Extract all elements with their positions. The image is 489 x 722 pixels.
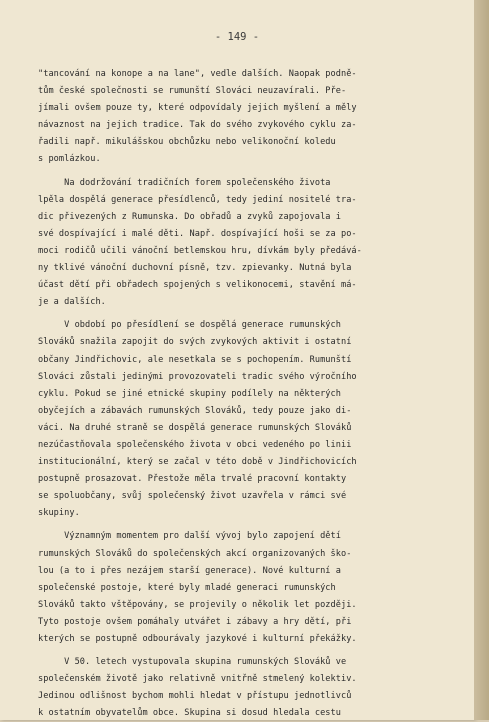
text-line: lou (a to i přes nezájem starší generace). Nové kulturní a — [38, 565, 341, 576]
text-line: ny tklivé vánoční duchovní písně, tzv. zpievanky. Nutná byla — [38, 263, 352, 274]
text-line: "tancování na konope a na lane", vedle dalších. Naopak podně- — [38, 69, 357, 79]
text-line: Slováci zůstali jedinými provozovateli tradic svého výročního — [38, 371, 357, 382]
text-line: své dospívající i malé děti. Např. dospívající hoši se za po- — [38, 228, 357, 239]
text-line: kterých se postupně odbourávaly jazykové i kulturní překážky. — [38, 634, 357, 644]
text-line: V období po přesídlení se dospělá generace rumunských — [38, 320, 341, 331]
paragraph — [38, 528, 458, 648]
paragraph — [38, 66, 458, 169]
text-line: obyčejích a zábavách rumunských Slováků, tedy pouze jako di- — [38, 405, 352, 416]
text-line: je a dalších. — [38, 297, 106, 308]
text-line: skupiny. — [38, 508, 80, 519]
text-line: lpěla dospělá generace přesídlenců, tedy jediní nositelé tra- — [38, 194, 357, 205]
text-line: Tyto postoje ovšem pomáhaly utvářet i zábavy a hry dětí, při — [38, 616, 352, 627]
text-line: návaznost na jejich tradice. Tak do svého zvykového cyklu za- — [38, 120, 357, 131]
text-line: Slováků snažila zapojit do svých zvykových aktivit i ostatní — [38, 337, 352, 348]
text-line: účast dětí při obřadech spojených s velikonocemi, stavění má- — [38, 280, 357, 291]
text-line: jímali ovšem pouze ty, které odpovídaly jejich myšlení a měly — [38, 103, 357, 114]
text-line: občany Jindřichovic, ale nesetkala se s pochopením. Rumunští — [38, 354, 352, 365]
body-text — [38, 66, 458, 722]
text-line: dic přivezených z Rumunska. Do obřadů a zvyků zapojovala i — [38, 211, 341, 222]
text-line: se spoluobčany, svůj společenský život uzavřela v rámci své — [38, 491, 347, 502]
text-line: nezúčastňovala společenského života v obci vedeného po linii — [38, 439, 352, 450]
text-line: řadili např. mikulášskou obchůzku nebo velikonoční koledu — [38, 137, 336, 148]
text-line: Jedinou odlišnost bychom mohli hledat v přístupu jednotlivců — [38, 691, 352, 702]
text-line: Významným momentem pro další vývoj bylo zapojení dětí — [38, 531, 341, 542]
text-line: společenské postoje, které byly mladé generaci rumunských — [38, 582, 336, 593]
text-line: moci rodičů učili vánoční betlemskou hru, dívkám byly předává- — [38, 245, 362, 256]
paragraph — [38, 175, 458, 312]
text-line: Na dodržování tradičních forem společenského života — [38, 177, 331, 188]
text-line: s pomlázkou. — [38, 154, 101, 165]
text-line: V 50. letech vystupovala skupina rumunských Slováků ve — [38, 657, 347, 668]
paragraph — [38, 654, 458, 722]
page-number: - 149 - — [214, 31, 260, 43]
text-line: institucionální, který se začal v této době v Jindřichovicích — [38, 457, 357, 468]
paragraph — [38, 317, 458, 522]
text-line: k ostatním obyvatelům obce. Skupina si dosud hledala cestu — [38, 708, 341, 719]
text-line: Slováků takto vštěpovány, se projevily o několik let později. — [38, 599, 357, 610]
text-line: váci. Na druhé straně se dospělá generace rumunských Slováků — [38, 422, 352, 433]
text-line: postupně prosazovat. Přestože měla trvalé pracovní kontakty — [38, 474, 347, 485]
text-line: společenském životě jako relativně vnitřně stmelený kolektiv. — [38, 674, 357, 685]
text-line: tům české společnosti se rumunští Slováci neuzavírali. Pře- — [38, 86, 347, 97]
text-line: cyklu. Pokud se jiné etnické skupiny podílely na některých — [38, 388, 341, 399]
text-line: rumunských Slováků do společenských akcí organizovaných ško- — [38, 548, 352, 559]
book-edge — [474, 0, 489, 720]
